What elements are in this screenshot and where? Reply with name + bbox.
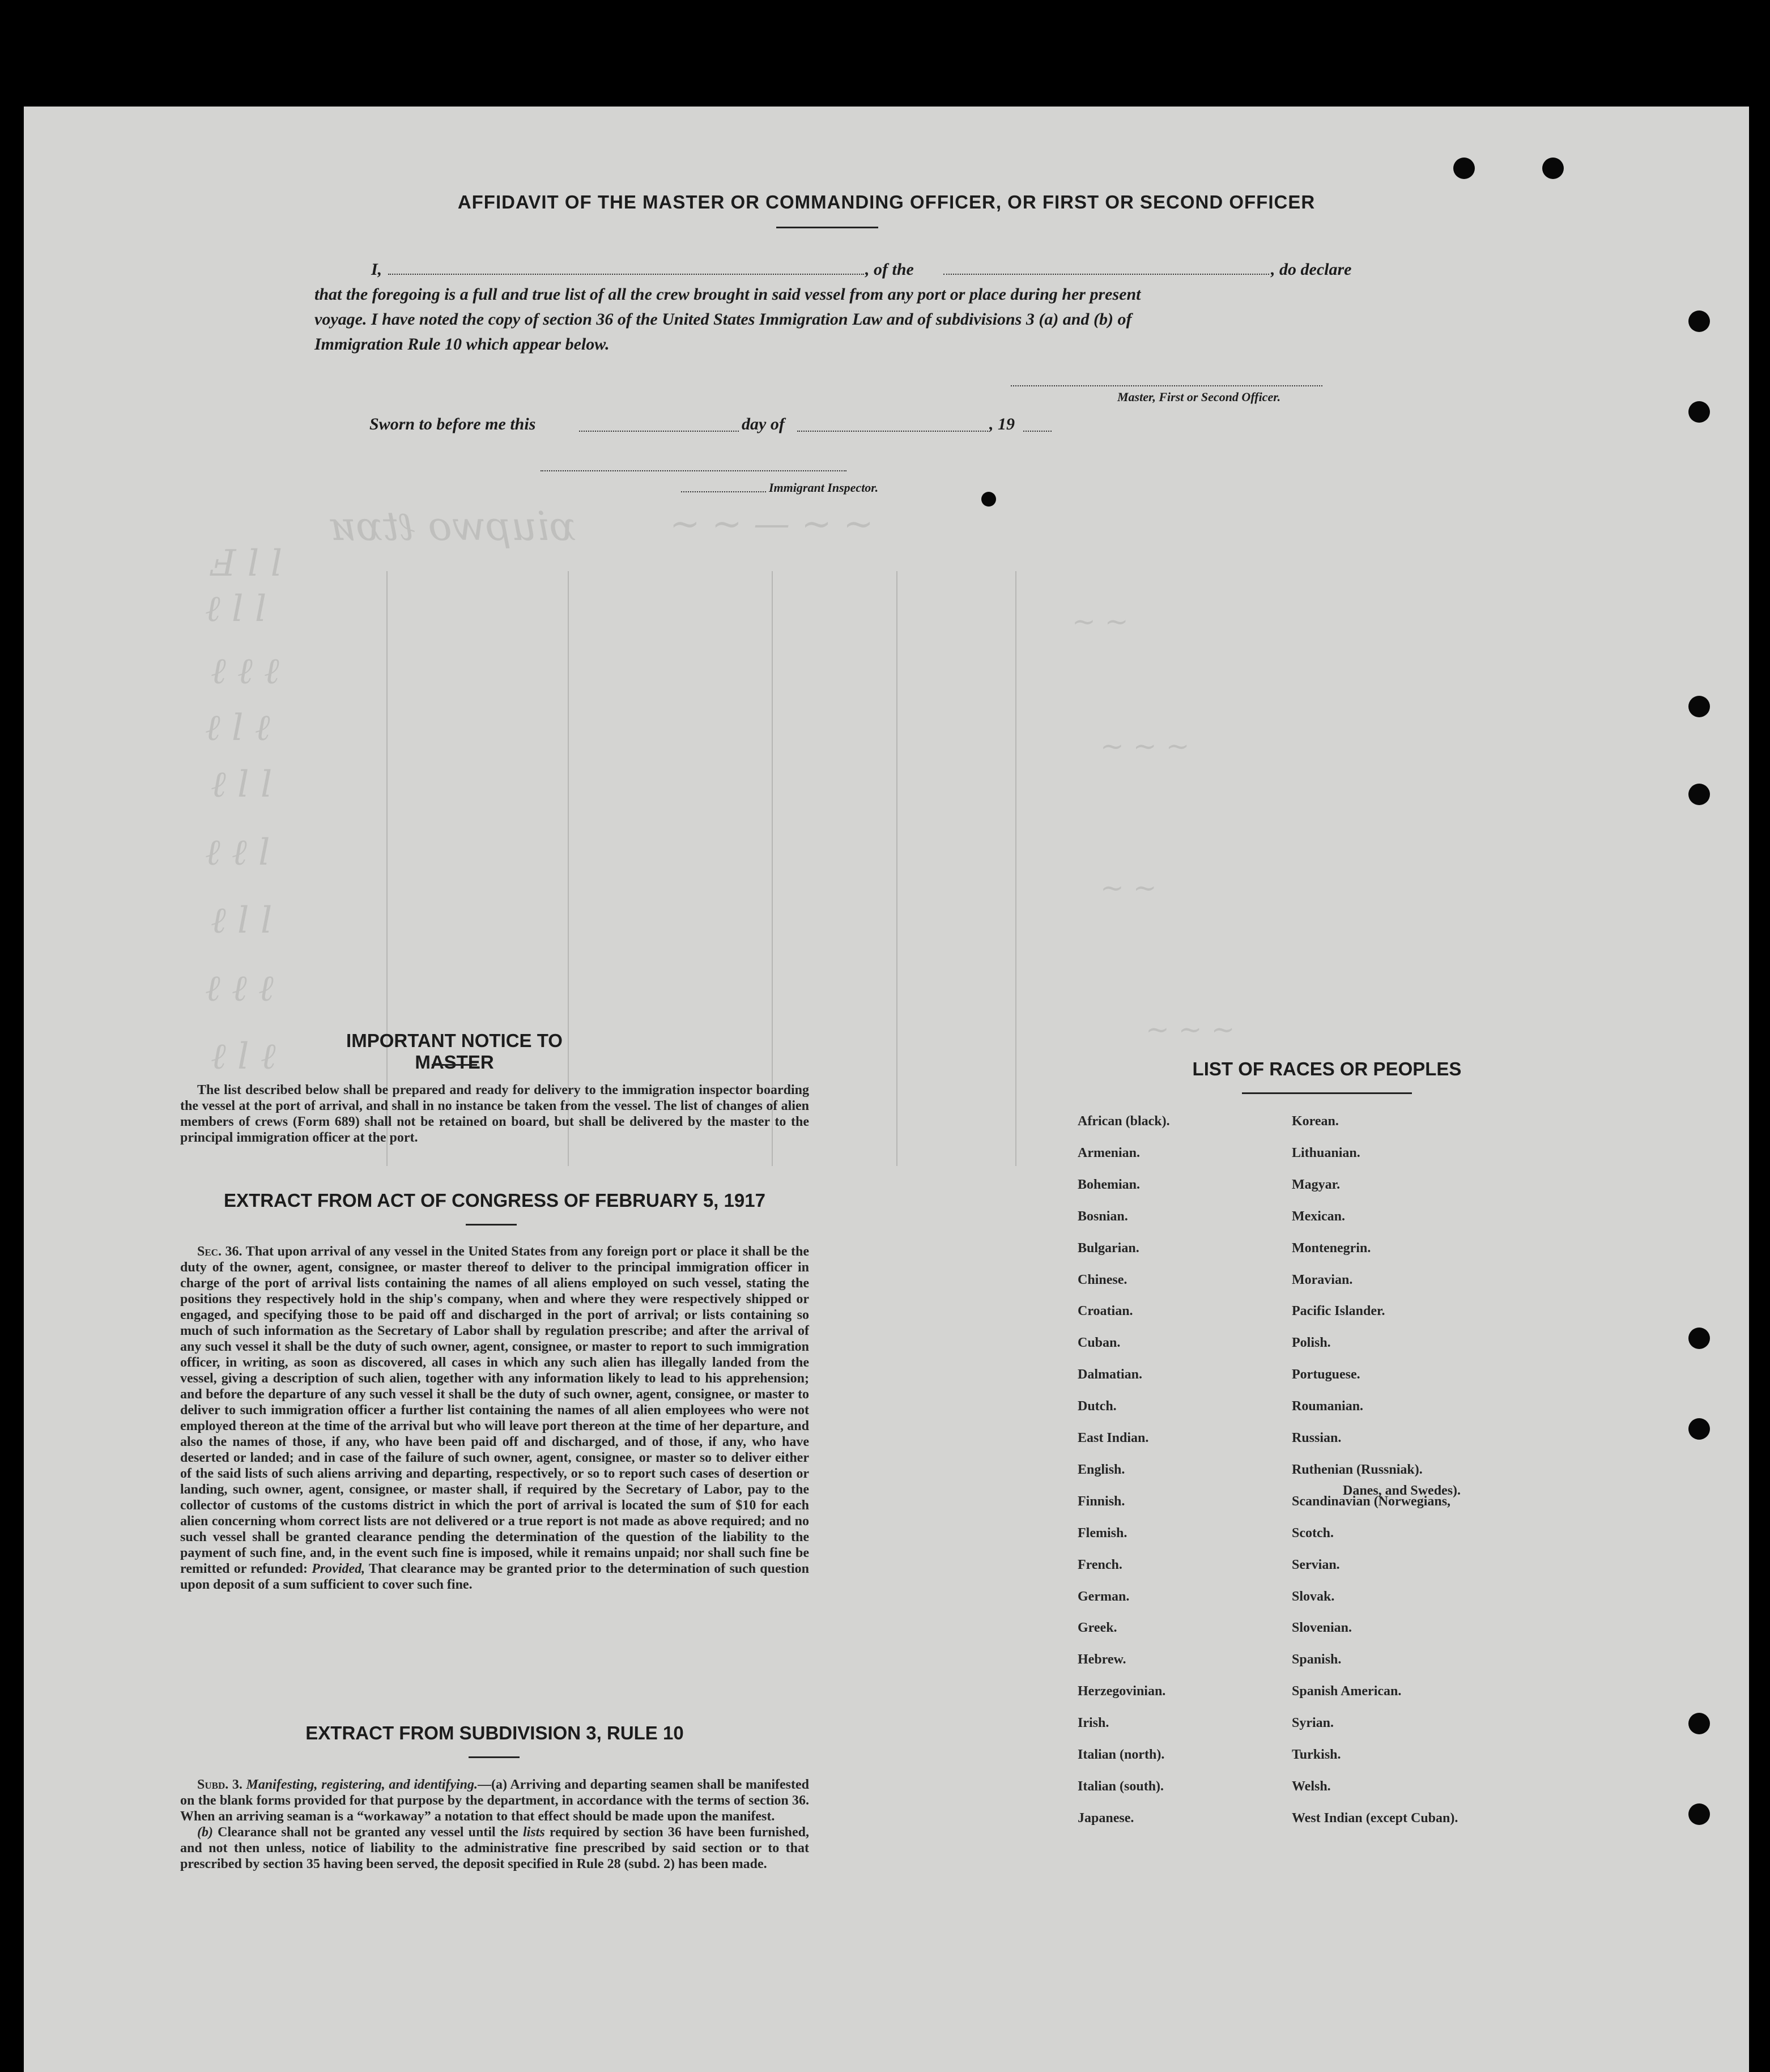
race-item: Welsh. xyxy=(1292,1779,1331,1794)
punch-hole xyxy=(1688,1713,1710,1734)
race-item: Greek. xyxy=(1078,1620,1117,1636)
do-declare-label: , do declare xyxy=(1271,260,1352,279)
race-item: Finnish. xyxy=(1078,1494,1125,1509)
punch-hole xyxy=(1688,784,1710,805)
act-extract-title: EXTRACT FROM ACT OF CONGRESS OF FEBRUARY 5, 1917 xyxy=(224,1190,765,1211)
inspector-label: Immigrant Inspector. xyxy=(769,480,879,495)
race-item: Russian. xyxy=(1292,1431,1342,1445)
race-item: Bulgarian. xyxy=(1078,1240,1139,1256)
inspector-signature-line[interactable] xyxy=(541,458,846,471)
affidavit-title: AFFIDAVIT OF THE MASTER OR COMMANDING OFFICER, OR FIRST OR SECOND OFFICER xyxy=(457,192,1316,212)
rule-extract-title: EXTRACT FROM SUBDIVISION 3, RULE 10 xyxy=(305,1722,684,1743)
race-item: Syrian. xyxy=(1292,1716,1334,1731)
race-item: African (black). xyxy=(1078,1114,1170,1129)
rule-extract-underline xyxy=(469,1756,520,1758)
sworn-year-blank[interactable] xyxy=(1023,418,1052,432)
race-item: Moravian. xyxy=(1292,1272,1353,1287)
race-item: Italian (south). xyxy=(1078,1779,1164,1794)
of-the-label: , of the xyxy=(865,260,914,279)
punch-hole xyxy=(1688,1803,1710,1825)
notice-text: The list described below shall be prepared and ready for delivery to the immigration inspector boarding the vessel at the port of arrival, and shall in no instance be taken from the vessel. The list of changes of alien members of crews (Form 689) shall not be retained on board, but shall be delivered by the master to the principal immigration officer at the port. xyxy=(180,1083,809,1145)
punch-hole xyxy=(1542,158,1564,179)
master-signature-label: Master, First or Second Officer. xyxy=(1117,390,1281,404)
notice-underline xyxy=(432,1064,477,1066)
race-item: Ruthenian (Russniak). xyxy=(1292,1462,1423,1477)
race-item: Montenegrin. xyxy=(1292,1240,1371,1256)
affidavit-line-4: Immigration Rule 10 which appear below. xyxy=(314,335,610,354)
affidavit-line-3: voyage. I have noted the copy of section 36 of the United States Immigration Law and of subdivisions 3 (a) and (b) of xyxy=(314,310,1132,329)
race-item: Chinese. xyxy=(1078,1272,1127,1287)
race-item: Magyar. xyxy=(1292,1177,1341,1192)
race-item: Dutch. xyxy=(1078,1399,1117,1414)
form-page: ɒiupwo ℓtɒᴎ ~ ~ — ~ ~ Ⅎ l l ℓ l l ℓ ℓ ℓ ℓ l ℓ ℓ l l ℓ ℓ l ℓ l l ℓ ℓ ℓ ℓ l ℓ ~ ~ ~ ~ ~ ~ ~ ~ ~ ~ AFFIDAVIT OF THE MASTER OR COMMANDING OFFICER, OR FIRST OR SECOND OFFICER I, , of the , do declare that the foregoing is a full and true list of all the crew brought in said vessel from any port or place during her present voyage. I have noted the copy of section 36 of the United States Immigration Law and of subdivisions 3 (a) and (b) of Immigration Rule 10 which appear below. Master, First or Second Officer. Sworn to before me this day of , 19 Immigrant Inspector. IMPORTANT NOTICE TO MASTER The list described below shall be prepared and ready for delivery to the immigration inspector boarding the vessel at the port of arrival, and shall in no instance be taken from the vessel. The list of changes of alien members of crews (Form 689) shall not be retained on board, but shall be delivered by the master to the principal immigration officer at the port. EXTRACT FROM ACT OF CONGRESS OF FEBRUARY 5, 1917 Sec. 36. That upon arrival of any vessel in the United States from any foreign port or place it shall be the duty of the owner, agent, consignee, or master thereof to deliver to the principal immigration officer in charge of the port of arrival lists containing the names of all aliens employed on such vessel, stating the positions they respectively hold in the ship's company, when and where they were respectively shipped or engaged, and specifying those to be paid off and discharged in the port of arrival; or lists containing so much of such information as the Secretary of Labor shall by regulation prescribe; and after the arrival of any such vessel it shall be the duty of such owner, agent, consignee, or master to report to such immigration officer, in writing, as soon as discovered, all cases in which any such alien has illegally landed from the vessel, giving a description of such alien, together with any information likely to lead to his apprehension; and before the departure of any such vessel it shall be the duty of such owner, agent, consignee, or master to deliver to such immigration officer a further list containing the names of all alien employees who were not employed thereon at the time of the arrival but who will leave port thereon at the time of her departure, and also the names of those, if any, who have been paid off and discharged, and of those, if any, who have deserted or landed; and in case of the failure of such owner, agent, consignee, or master so to deliver either of the said lists of such aliens arriving and departing, respectively, or so to report such cases of desertion or landing, such owner, agent, consignee, or master shall, if required by the Secretary of Labor, pay to the collector of customs of the customs district in which the port of arrival is located the sum of $10 for each alien concerning whom correct lists are not delivered or a true report is not made as above required; and no such vessel shall be granted clearance pending the determination of the question of the liability to the payment of such fine, and, in the event such fine is imposed, while it remains unpaid; nor shall such fine be remitted or refunded: Provided, That clearance may be granted prior to the determination of such question upon deposit of a sum sufficient to cover such fine. EXTRACT FROM SUBDIVISION 3, RULE 10 Subd. 3. Manifesting, registering, and identifying.—(a) Arriving and departing seamen shall be manifested on the blank forms provided for that purpose by the department, in accordance with the terms of section 36. When an arriving seaman is a “workaway” a notation to that effect should be made upon the manifest. (b) Clearance shall not be granted any vessel until the lists required by section 36 have been furnished, and not then unless, notice of liability to the administrative fine prescribed by said section or to that prescribed by section 35 having been served, the deposit specified in Rule 28 (subd. 2) has been made. LIST OF RACES OR PEOPLES Danes, and Swedes). African (black). Armenian. Bohemian. Bosnian. Bulgarian. Chinese. Croatian. Cuban. Dalmatian. Dutch. East Indian. English. Finnish. Flemish. French. German. Greek. Hebrew. Herzegovinian. Irish. Italian (north). Italian (south). Japanese. Korean. Lithuanian. Magyar. Mexican. Montenegrin. Moravian. Pacific Islander. Polish. Portuguese. Roumanian. Russian. Ruthenian (Russniak). Scandinavian (Norwegians, Scotch. Servian. Slovak. Slovenian. Spanish. Spanish American. Syrian. Turkish. Welsh. West Indian (except Cuban). xyxy=(24,107,1749,2072)
race-item: Mexican. xyxy=(1292,1209,1345,1224)
races-title: LIST OF RACES OR PEOPLES xyxy=(1192,1058,1462,1079)
ink-spot xyxy=(981,492,996,507)
race-item: Croatian. xyxy=(1078,1304,1133,1319)
race-item: Turkish. xyxy=(1292,1747,1341,1762)
race-item: Scotch. xyxy=(1292,1525,1334,1541)
title-underline xyxy=(776,227,878,228)
master-signature-line[interactable] xyxy=(1011,373,1322,386)
race-item: Lithuanian. xyxy=(1292,1145,1360,1160)
section-36-label: Sec. 36. xyxy=(197,1244,242,1259)
act-extract-text: Sec. 36. That upon arrival of any vessel in the United States from any foreign port or place it shall be the duty of the owner, agent, consignee, or master thereof to deliver to the principal immigration officer in charge of the port of arrival lists containing the names of all aliens employed on such vessel, stating the positions they respectively hold in the ship's company, when and where they were respectively shipped or engaged, and specifying those to be paid off and discharged in the port of arrival; or lists containing so much of such information as the Secretary of Labor shall by regulation prescribe; and after the arrival of any such vessel it shall be the duty of such owner, agent, consignee, or master to report to such immigration officer, in writing, as soon as discovered, all cases in which any such alien has illegally landed from the vessel, giving a description of such alien, together with any information likely to lead to his apprehension; and before the departure of any such vessel it shall be the duty of such owner, agent, consignee, or master to deliver to such immigration officer a further list containing the names of all alien employees who were not employed thereon at the time of the arrival but who will leave port thereon at the time of her departure, and also the names of those, if any, who have been paid off and discharged, and of those, if any, who have deserted or landed; and in case of the failure of such owner, agent, consignee, or master so to deliver either of the said lists of such aliens arriving and departing, respectively, or so to report such cases of desertion or landing, such owner, agent, consignee, or master shall, if required by the Secretary of Labor, pay to the collector of customs of the customs district in which the port of arrival is located the sum of $10 for each alien concerning whom correct lists are not delivered or a true report is not made as above required; and no such vessel shall be granted clearance pending the determination of the question of the liability to the payment of such fine, and, in the event such fine is imposed, while it remains unpaid; nor shall such fine be remitted or refunded: Provided, That clearance may be granted prior to the determination of such question upon deposit of a sum sufficient to cover such fine. xyxy=(180,1244,809,1592)
race-item: Italian (north). xyxy=(1078,1747,1165,1762)
race-item: Scandinavian (Norwegians, xyxy=(1292,1494,1451,1509)
race-item: West Indian (except Cuban). xyxy=(1292,1810,1458,1826)
race-item: Bohemian. xyxy=(1078,1177,1141,1192)
race-item: Irish. xyxy=(1078,1716,1109,1731)
inspector-dots xyxy=(681,483,766,492)
name-blank[interactable] xyxy=(388,261,864,275)
punch-hole xyxy=(1688,1328,1710,1349)
notice-title: IMPORTANT NOTICE TO MASTER xyxy=(346,1030,563,1073)
race-item: Slovak. xyxy=(1292,1589,1335,1604)
punch-hole xyxy=(1688,696,1710,717)
day-of-label: day of xyxy=(742,415,785,433)
sworn-day-blank[interactable] xyxy=(579,418,739,432)
race-item: Portuguese. xyxy=(1292,1367,1360,1382)
race-item: Korean. xyxy=(1292,1114,1339,1129)
race-item: Dalmatian. xyxy=(1078,1367,1142,1382)
rule-extract-text: Subd. 3. Manifesting, registering, and identifying.—(a) Arriving and departing seamen shall be manifested on the blank forms provided for that purpose by the department, in accordance with the terms of section 36. When an arriving seaman is a “workaway” a notation to that effect should be made upon the manifest. (b) Clearance shall not be granted any vessel until the lists required by section 36 have been furnished, and not then unless, notice of liability to the administrative fine prescribed by said section or to that prescribed by section 35 having been served, the deposit specified in Rule 28 (subd. 2) has been made. xyxy=(180,1777,810,1871)
affidavit-line-2: that the foregoing is a full and true list of all the crew brought in said vessel from any port or place during her present xyxy=(314,285,1141,304)
race-item: French. xyxy=(1078,1557,1122,1572)
race-item: Pacific Islander. xyxy=(1292,1304,1385,1319)
race-item: Hebrew. xyxy=(1078,1652,1126,1667)
races-underline xyxy=(1242,1092,1412,1094)
sworn-label: Sworn to before me this xyxy=(369,415,536,433)
race-item: Servian. xyxy=(1292,1557,1340,1572)
race-item: Slovenian. xyxy=(1292,1620,1352,1636)
race-item: Bosnian. xyxy=(1078,1209,1128,1224)
vessel-blank[interactable] xyxy=(943,261,1269,275)
race-item: Armenian. xyxy=(1078,1145,1140,1160)
race-scandinavian-continuation: Danes, and Swedes). xyxy=(1343,1483,1461,1498)
race-item: Japanese. xyxy=(1078,1810,1134,1826)
race-item: East Indian. xyxy=(1078,1431,1149,1445)
race-item: Roumanian. xyxy=(1292,1399,1364,1414)
sworn-month-blank[interactable] xyxy=(797,418,988,432)
punch-hole xyxy=(1688,1418,1710,1440)
race-item: German. xyxy=(1078,1589,1130,1604)
year-label: , 19 xyxy=(989,415,1015,433)
race-item: Polish. xyxy=(1292,1335,1331,1351)
race-item: Flemish. xyxy=(1078,1525,1127,1541)
act-extract-underline xyxy=(466,1224,517,1226)
affidavit-i-label: I, xyxy=(371,260,382,279)
punch-hole xyxy=(1688,401,1710,423)
punch-hole xyxy=(1688,310,1710,332)
race-item: Cuban. xyxy=(1078,1335,1121,1351)
punch-hole xyxy=(1453,158,1475,179)
race-item: Spanish. xyxy=(1292,1652,1342,1667)
race-item: Spanish American. xyxy=(1292,1684,1402,1699)
race-item: English. xyxy=(1078,1462,1125,1477)
race-item: Herzegovinian. xyxy=(1078,1684,1166,1699)
